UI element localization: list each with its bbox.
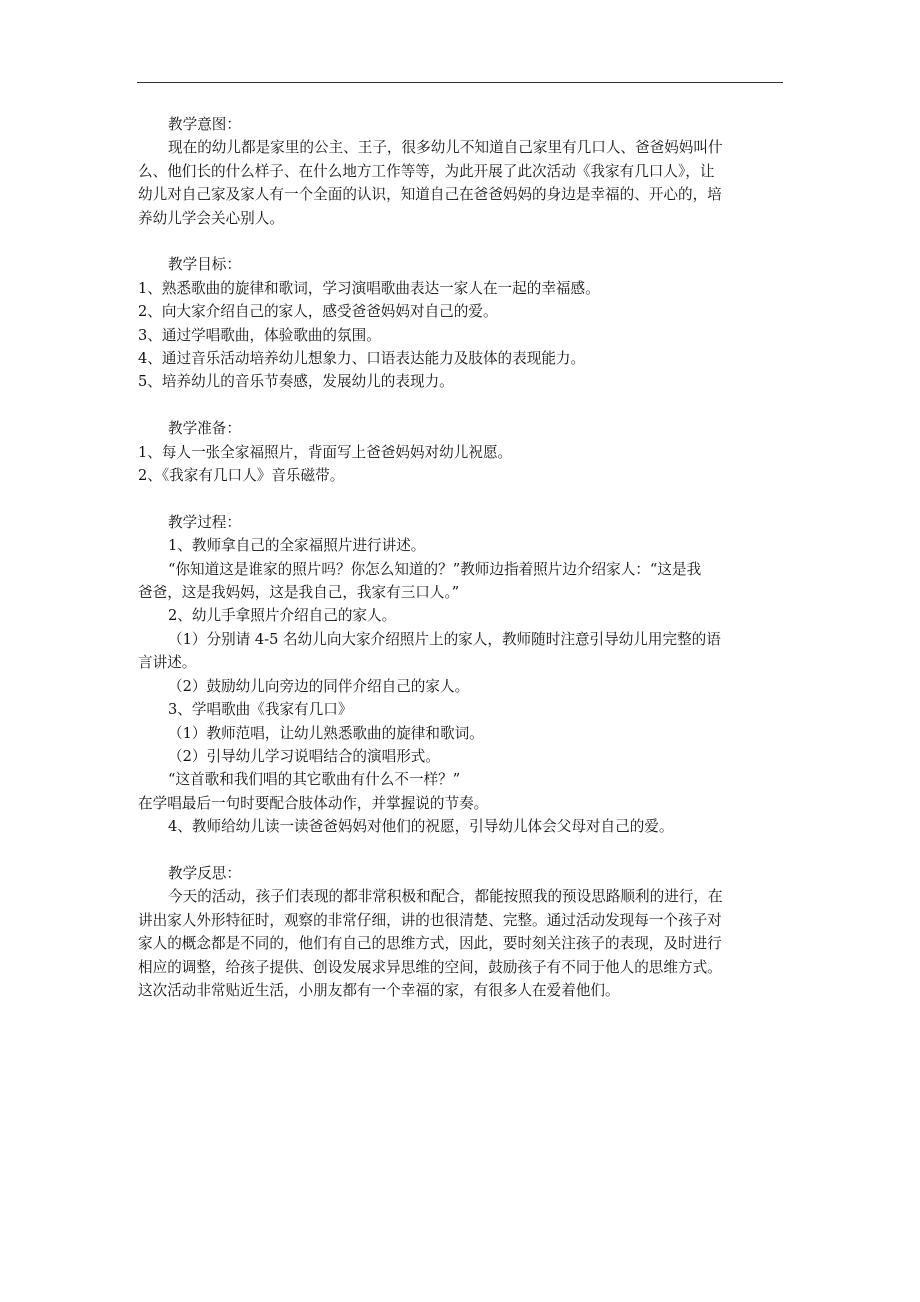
paragraph-line: 幼儿对自己家及家人有一个全面的认识，知道自己在爸爸妈妈的身边是幸福的、开心的，培 bbox=[138, 186, 722, 204]
list-item: 3、通过学唱歌曲，体验歌曲的氛围。 bbox=[138, 326, 381, 344]
section-heading: 教学准备： bbox=[168, 420, 241, 438]
paragraph-line: （2）鼓励幼儿向旁边的同伴介绍自己的家人。 bbox=[168, 677, 470, 695]
paragraph-line: “这首歌和我们唱的其它歌曲有什么不一样？” bbox=[168, 771, 461, 789]
paragraph-line: 家人的概念都是不同的，他们有自己的思维方式，因此，要时刻关注孩子的表现，及时进行 bbox=[138, 935, 722, 953]
list-item: 2、向大家介绍自己的家人，感受爸爸妈妈对自己的爱。 bbox=[138, 303, 498, 321]
section-teaching-process bbox=[138, 511, 788, 839]
section-heading: 教学目标： bbox=[168, 256, 241, 274]
list-item: 5、培养幼儿的音乐节奏感，发展幼儿的表现力。 bbox=[138, 373, 454, 391]
list-item: 1、每人一张全家福照片，背面写上爸爸妈妈对幼儿祝愿。 bbox=[138, 443, 513, 461]
list-item: 2、《我家有几口人》音乐磁带。 bbox=[138, 467, 345, 485]
document-body bbox=[138, 113, 788, 1026]
paragraph-line: 2、幼儿手拿照片介绍自己的家人。 bbox=[168, 607, 397, 625]
paragraph-line: 养幼儿学会关心别人。 bbox=[138, 209, 284, 227]
paragraph-line: 相应的调整，给孩子提供、创设发展求异思维的空间，鼓励孩子有不同于他人的思维方式。 bbox=[138, 958, 722, 976]
paragraph-line: “你知道这是谁家的照片吗？你怎么知道的？”教师边指着照片边介绍家人：“这是我 bbox=[168, 560, 702, 578]
paragraph-line: 4、教师给幼儿读一读爸爸妈妈对他们的祝愿，引导幼儿体会父母对自己的爱。 bbox=[168, 818, 674, 836]
paragraph-line: 爸爸，这是我妈妈，这是我自己，我家有三口人。” bbox=[138, 584, 460, 602]
paragraph-line: 么、他们长的什么样子、在什么地方工作等等，为此开展了此次活动《我家有几口人》，让 bbox=[138, 162, 715, 180]
section-heading: 教学过程： bbox=[168, 513, 241, 531]
section-teaching-goals bbox=[138, 253, 788, 393]
list-item: 1、熟悉歌曲的旋律和歌词，学习演唱歌曲表达一家人在一起的幸福感。 bbox=[138, 279, 600, 297]
header-rule bbox=[137, 82, 783, 83]
section-teaching-prep bbox=[138, 417, 788, 487]
paragraph-line: 在学唱最后一句时要配合肢体动作，并掌握说的节奏。 bbox=[138, 794, 489, 812]
paragraph-line: 言讲述。 bbox=[138, 654, 197, 672]
paragraph-line: （1）分别请 4-5 名幼儿向大家介绍照片上的家人，教师随时注意引导幼儿用完整的语 bbox=[168, 630, 721, 648]
paragraph-line: （1）教师范唱，让幼儿熟悉歌曲的旋律和歌词。 bbox=[168, 724, 484, 742]
paragraph-line: 3、学唱歌曲《我家有几口》 bbox=[168, 701, 353, 719]
section-teaching-reflection bbox=[138, 862, 788, 1002]
section-teaching-intent bbox=[138, 113, 788, 230]
paragraph-line: 讲出家人外形特征时，观察的非常仔细，讲的也很清楚、完整。通过活动发现每一个孩子对 bbox=[138, 911, 722, 929]
paragraph-line: 今天的活动，孩子们表现的都非常积极和配合，都能按照我的预设思路顺利的进行，在 bbox=[168, 888, 723, 906]
section-heading: 教学意图： bbox=[168, 116, 241, 133]
paragraph-line: （2）引导幼儿学习说唱结合的演唱形式。 bbox=[168, 747, 440, 765]
paragraph-line: 现在的幼儿都是家里的公主、王子，很多幼儿不知道自己家里有几口人、爸爸妈妈叫什 bbox=[168, 139, 723, 157]
list-item: 4、通过音乐活动培养幼儿想象力、口语表达能力及肢体的表现能力。 bbox=[138, 350, 586, 368]
paragraph-line: 1、教师拿自己的全家福照片进行讲述。 bbox=[168, 537, 426, 555]
section-heading: 教学反思： bbox=[168, 864, 241, 882]
paragraph-line: 这次活动非常贴近生活，小朋友都有一个幸福的家，有很多人在爱着他们。 bbox=[138, 981, 620, 999]
